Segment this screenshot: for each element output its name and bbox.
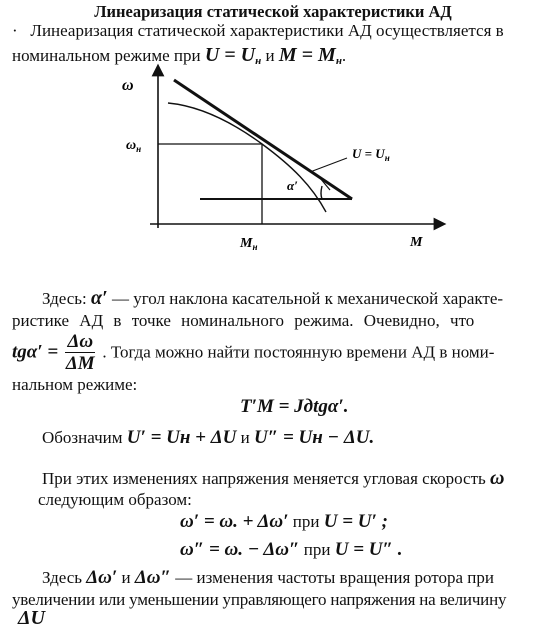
intro-text-2: номинальном режиме при xyxy=(12,46,201,65)
para2-line-1: При этих изменениях напряжения меняется угловая скорость ω xyxy=(42,467,505,489)
para1-line-4: нальном режиме: xyxy=(12,375,138,394)
delta-omega-prime-symbol: Δω′ xyxy=(86,567,118,588)
u-prime-definition: U′ = Uн + ΔU xyxy=(126,427,237,448)
omega-double-prime-equation: ω″ = ω. − Δω″ при U = U″ . xyxy=(180,539,403,560)
omega-n-label: $\omega_н$ xyxy=(126,138,142,154)
intro-text-1: Линеаризация статической характеристики АД осуществляется в xyxy=(30,21,504,40)
para2-line-2: следующим образом: xyxy=(38,490,192,509)
para1-line-3: tgα′ = $\frac{\Delta\omega}{\Delta M}$ . Тогда можно найти постоянную времени АД в номи- xyxy=(12,331,495,374)
x-axis-label: M xyxy=(410,235,423,250)
para1-line-2: ристике АД в точке номинального режима. Очевидно, что xyxy=(12,311,475,330)
mechanical-characteristic-curve xyxy=(168,103,326,212)
delta-omega-over-delta-m-fraction: $\frac{\Delta\omega}{\Delta M}$ xyxy=(65,331,95,374)
tangent-line xyxy=(174,80,352,199)
curve-label: $U = U_н$ xyxy=(352,146,390,163)
curve-label-leader xyxy=(310,158,347,172)
and-word: и xyxy=(265,46,275,65)
omega-prime-equation: ω′ = ω. + Δω′ при U = U′ ; xyxy=(180,511,388,532)
para3-line-1: Здесь Δω′ и Δω″ — изменения частоты вращения ротора при xyxy=(42,567,494,588)
angle-arc xyxy=(321,186,322,199)
equation-u-un: $U = U_н$ xyxy=(204,44,262,67)
angle-label: α′ xyxy=(287,178,298,193)
bullet-mark: · xyxy=(12,21,18,40)
delta-omega-double-prime-symbol: Δω″ xyxy=(134,567,172,588)
omega-symbol: ω xyxy=(490,467,505,489)
u-double-prime-definition: U″ = Uн − ΔU. xyxy=(254,427,375,448)
para1-line-1: Здесь: α′ — угол наклона касательной к механической характе- xyxy=(42,287,504,309)
intro-line-2: номинальном режиме при $U = U_н$ и $M = M_н$. xyxy=(12,44,347,67)
y-axis-label: ω xyxy=(122,77,134,94)
para3-line-2: увеличении или уменьшении управляющего напряжения на величину xyxy=(12,590,507,609)
notation-line: Обозначим U′ = Uн + ΔU и U″ = Uн − ΔU. xyxy=(42,427,375,448)
alpha-prime-symbol: α′ xyxy=(90,287,108,309)
time-constant-formula: T′M = Jдtgα′. xyxy=(240,396,349,417)
page-title: Линеаризация статической характеристики АД xyxy=(94,2,452,21)
m-n-label: $M_н$ xyxy=(240,236,258,252)
delta-u-symbol: ΔU xyxy=(18,607,45,629)
equation-m-mn: $M = M_н$ xyxy=(278,44,342,67)
tg-alpha-lhs: tgα′ = xyxy=(12,341,59,363)
